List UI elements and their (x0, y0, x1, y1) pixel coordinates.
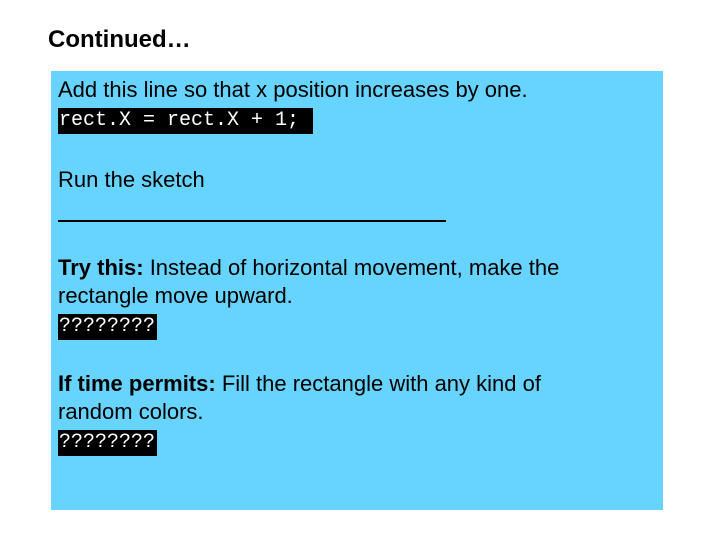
instruction-text: Add this line so that x position increases by one. (58, 77, 528, 102)
if-time-paragraph (58, 370, 663, 398)
try-this-code-placeholder: ???????? (59, 315, 156, 338)
content-box (51, 71, 663, 510)
slide-title: Continued… (48, 26, 191, 53)
try-this-paragraph (58, 254, 663, 282)
answer-blank-line (58, 194, 446, 222)
try-this-text-line2: rectangle move upward. (58, 283, 293, 308)
try-this-text-line1: Instead of horizontal movement, make the (143, 255, 560, 280)
if-time-text-line1: Fill the rectangle with any kind of (215, 371, 541, 396)
if-time-code-placeholder: ???????? (59, 431, 156, 454)
try-this-label: Try this: (58, 255, 144, 280)
if-time-label: If time permits: (58, 371, 216, 396)
code-line-increment: rect.X = rect.X + 1; (59, 109, 312, 132)
run-sketch-text: Run the sketch (58, 167, 205, 192)
if-time-text-line2: random colors. (58, 399, 204, 424)
